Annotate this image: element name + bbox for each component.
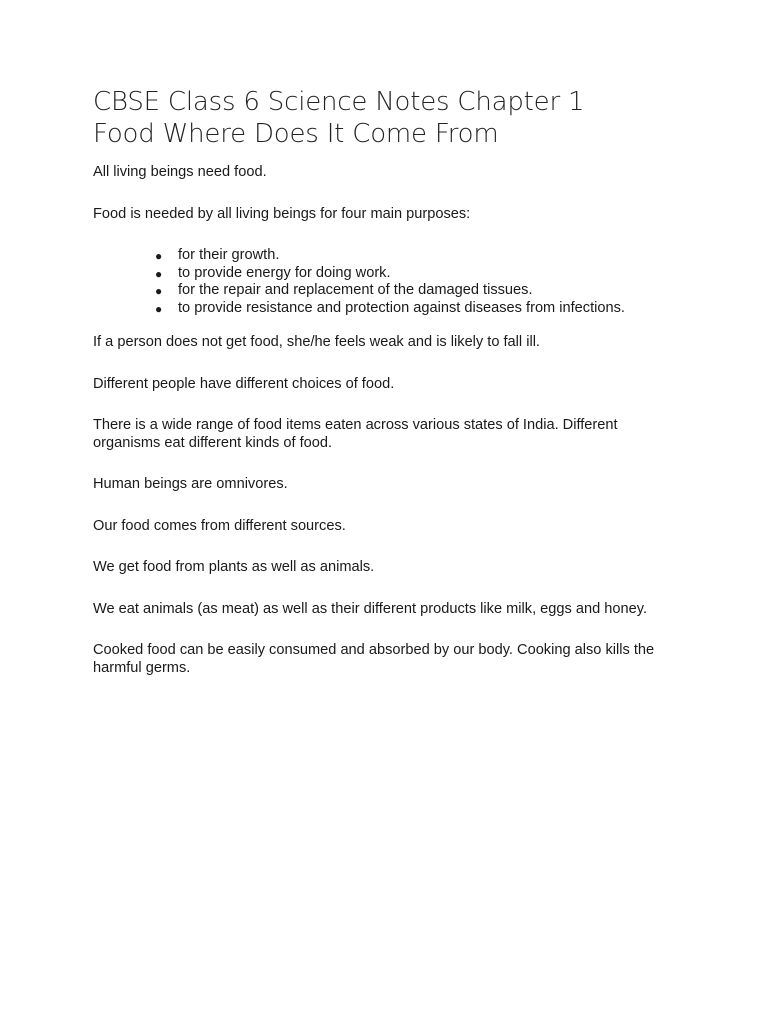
list-item-text: to provide energy for doing work. bbox=[178, 264, 391, 281]
list-item bbox=[155, 247, 673, 265]
purposes-list bbox=[93, 247, 673, 317]
bullet-icon: ● bbox=[155, 284, 163, 298]
paragraph: There is a wide range of food items eaten across various states of India. Different organisms eat different kinds of food. bbox=[93, 417, 618, 451]
bullet-icon: ● bbox=[155, 301, 163, 316]
purposes-lead-paragraph: Food is needed by all living beings for four main purposes: bbox=[93, 205, 471, 222]
bullet-icon: ● bbox=[155, 249, 163, 263]
paragraph: If a person does not get food, she/he feels weak and is likely to fall ill. bbox=[93, 334, 540, 350]
paragraph: Cooked food can be easily consumed and absorbed by our body. Cooking also kills the harmful germs. bbox=[93, 642, 655, 676]
list-item bbox=[155, 282, 673, 300]
paragraph: Different people have different choices of food. bbox=[93, 375, 395, 392]
paragraph: Our food comes from different sources. bbox=[93, 517, 346, 534]
intro-paragraph: All living beings need food. bbox=[93, 164, 267, 180]
paragraph: Human beings are omnivores. bbox=[93, 476, 288, 492]
list-item bbox=[155, 264, 673, 283]
bullet-icon: ● bbox=[155, 266, 163, 281]
list-item-text: for their growth. bbox=[178, 247, 280, 263]
list-item-text: to provide resistance and protection against diseases from infections. bbox=[178, 299, 625, 316]
list-item bbox=[155, 299, 673, 318]
title-line-2: Food Where Does It Come From bbox=[93, 119, 499, 149]
paragraph: We get food from plants as well as animals. bbox=[93, 559, 375, 575]
list-item-text: for the repair and replacement of the damaged tissues. bbox=[178, 282, 533, 298]
page-title bbox=[93, 86, 673, 150]
title-line-1: CBSE Class 6 Science Notes Chapter 1 bbox=[93, 87, 585, 117]
paragraph: We eat animals (as meat) as well as their different products like milk, eggs and honey. bbox=[93, 600, 648, 617]
document-page bbox=[93, 86, 673, 677]
